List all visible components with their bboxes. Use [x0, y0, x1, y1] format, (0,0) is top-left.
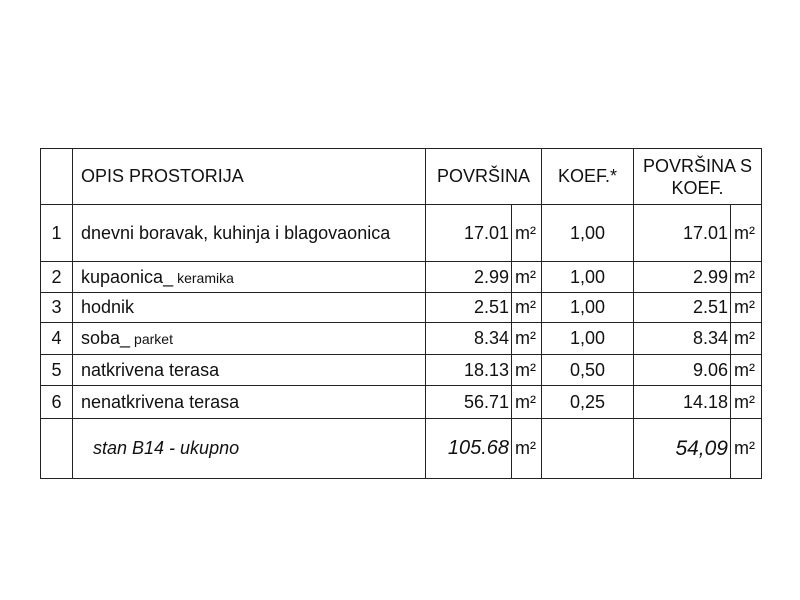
room-finish-note: keramika — [177, 269, 234, 286]
room-area-table — [40, 148, 762, 479]
room-area-with-coefficient: 14.18 — [634, 386, 731, 419]
total-number-cell — [41, 419, 73, 479]
row-number: 1 — [41, 205, 73, 262]
table-row — [41, 262, 762, 293]
header-description: OPIS PROSTORIJA — [73, 149, 426, 205]
table-row — [41, 323, 762, 355]
room-coefficient: 1,00 — [542, 323, 634, 355]
room-coefficient: 1,00 — [542, 293, 634, 323]
row-number: 4 — [41, 323, 73, 355]
room-area: 17.01 — [426, 205, 512, 262]
table-row — [41, 205, 762, 262]
header-area-with-coefficient — [634, 149, 762, 205]
area-with-coefficient-unit: m² — [731, 293, 762, 323]
header-area-coef-line1: POVRŠINA S — [642, 155, 753, 176]
area-unit: m² — [512, 262, 542, 293]
room-area-with-coefficient: 9.06 — [634, 355, 731, 386]
total-coefficient-cell — [542, 419, 634, 479]
table-row — [41, 293, 762, 323]
room-coefficient: 1,00 — [542, 262, 634, 293]
total-row — [41, 419, 762, 479]
area-with-coefficient-unit: m² — [731, 205, 762, 262]
room-name-text: dnevni boravak, kuhinja i blagovaonica — [81, 222, 391, 243]
row-number: 6 — [41, 386, 73, 419]
header-area: POVRŠINA — [426, 149, 542, 205]
area-with-coefficient-unit: m² — [731, 386, 762, 419]
header-area-coef-line2: KOEF. — [671, 177, 724, 198]
room-coefficient: 0,50 — [542, 355, 634, 386]
room-name-text: kupaonica_ — [81, 266, 174, 287]
area-with-coefficient-unit: m² — [731, 262, 762, 293]
room-name — [73, 262, 426, 293]
room-name-text: hodnik — [81, 297, 135, 317]
table-row — [41, 355, 762, 386]
room-name-text: soba_ — [81, 328, 131, 348]
area-table-sheet — [40, 148, 761, 478]
area-with-coefficient-unit: m² — [731, 355, 762, 386]
room-area: 2.99 — [426, 262, 512, 293]
row-number: 2 — [41, 262, 73, 293]
header-number-cell — [41, 149, 73, 205]
area-unit: m² — [512, 355, 542, 386]
area-unit: m² — [512, 293, 542, 323]
room-area: 56.71 — [426, 386, 512, 419]
table-header-row — [41, 149, 762, 205]
room-name — [73, 205, 426, 262]
room-area-with-coefficient: 2.51 — [634, 293, 731, 323]
table-row — [41, 386, 762, 419]
room-area: 18.13 — [426, 355, 512, 386]
room-area-with-coefficient: 2.99 — [634, 262, 731, 293]
total-area-with-coefficient: 54,09 — [634, 419, 731, 479]
room-name — [73, 293, 426, 323]
room-name-text: nenatkrivena terasa — [81, 391, 240, 412]
room-name — [73, 323, 426, 355]
area-with-coefficient-unit: m² — [731, 323, 762, 355]
row-number: 3 — [41, 293, 73, 323]
total-area: 105.68 — [426, 419, 512, 479]
total-label: stan B14 - ukupno — [73, 419, 426, 479]
room-coefficient: 1,00 — [542, 205, 634, 262]
room-coefficient: 0,25 — [542, 386, 634, 419]
room-name-text: natkrivena terasa — [81, 359, 220, 380]
room-area-with-coefficient: 8.34 — [634, 323, 731, 355]
room-name — [73, 386, 426, 419]
total-area-unit: m² — [512, 419, 542, 479]
row-number: 5 — [41, 355, 73, 386]
room-area-with-coefficient: 17.01 — [634, 205, 731, 262]
room-area: 8.34 — [426, 323, 512, 355]
area-unit: m² — [512, 323, 542, 355]
room-finish-note: parket — [134, 331, 173, 347]
area-unit: m² — [512, 386, 542, 419]
area-unit: m² — [512, 205, 542, 262]
total-area-with-coefficient-unit: m² — [731, 419, 762, 479]
room-name — [73, 355, 426, 386]
header-coefficient: KOEF.* — [542, 149, 634, 205]
room-area: 2.51 — [426, 293, 512, 323]
